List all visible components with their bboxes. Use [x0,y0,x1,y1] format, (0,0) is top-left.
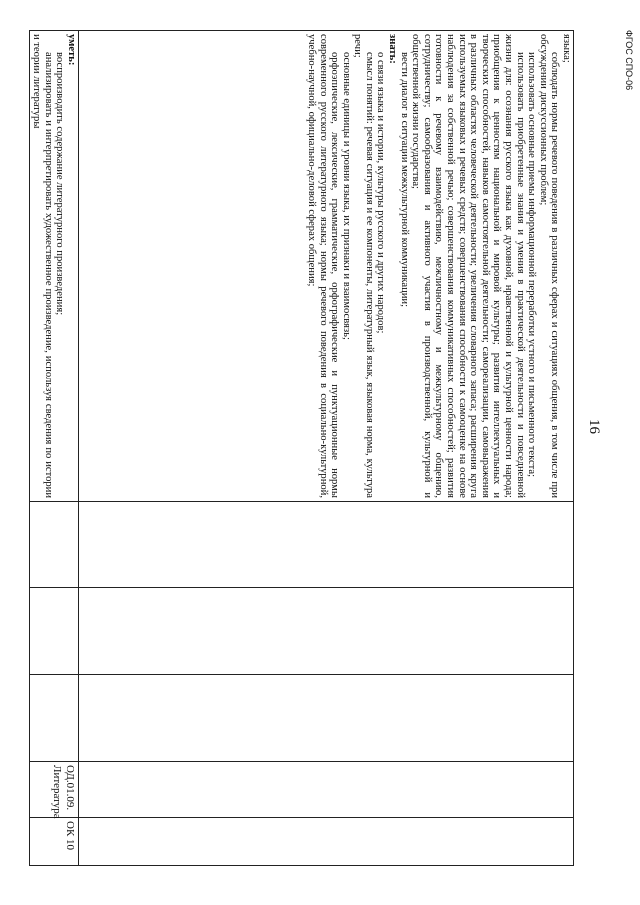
empty-cell [29,588,78,675]
requirements-cell [29,31,78,502]
requirement-paragraph: использовать основные приемы информационной переработки устного и письменного текста; [526,52,538,478]
requirements-table [29,30,574,866]
competence-cell [29,818,78,866]
requirement-paragraph: воспроизводить содержание литературного произведения; [54,52,66,316]
requirement-paragraph: уметь: [66,34,77,66]
empty-cell [29,675,78,762]
requirement-paragraph: языка; [561,34,572,63]
table-row [79,31,574,866]
requirement-paragraph: смысл понятий: речевая ситуация и ее компоненты, литературный язык, языковая норма, культура речи; [352,34,375,498]
empty-cell [79,762,574,818]
page-number: 16 [586,419,602,434]
table-row [29,31,78,866]
empty-cell [29,502,78,588]
requirement-paragraph: о связи языка и истории, культуры русского и других народов; [375,52,387,334]
competence-label: ОК 10 [64,821,76,851]
requirements-text [304,31,573,501]
empty-cell [79,502,574,588]
discipline-label: ОД.01.09. Литература [51,765,76,819]
requirement-paragraph: использовать приобретенные знания и умения в практической деятельности и повседневной жизни для: осознания русского языка как духовной, нравственной и культурной ценности народа; приобщения к ценностям национальной и мировой культуры; развития интеллектуальных и творческих способностей, навыков самостоятельной деятельности; самореализации, самовыражения в различных областях человеческой деятельности; увеличения словарного запаса; расширения круга используемых языковых и речевых средств; совершенствования способности к самооценке на основе наблюдения за собственной речью; совершенствования коммуникативных способностей; развития готовности к речевому взаимодействию, межличностному и межкультурному общению, сотрудничеству; самообразования и активного участия в производственной, культурной и общественной жизни государства; [410,34,526,498]
requirement-paragraph: вести диалог в ситуации межкультурной коммуникации; [398,52,410,308]
empty-cell [79,818,574,866]
requirement-paragraph: орфоэпические, лексические, грамматические, орфографические и пунктуационные нормы современного русского литературного языка; нормы речевого поведения в социально-культурной, учебно-научной, официально-деловой сферах общения; [305,34,341,498]
discipline-cell [29,762,78,818]
empty-cell [79,675,574,762]
requirement-paragraph: соблюдать нормы речевого поведения в различных сферах и ситуациях общения, в том числе при обсуждении дискуссионных проблем; [537,34,561,498]
requirement-paragraph: знать: [387,34,399,64]
requirements-cell [79,31,574,502]
rotated-content [31,24,634,869]
requirement-paragraph: анализировать и интерпретировать художественное произведение, используя сведения по истории и теории литературы [31,34,54,498]
requirement-paragraph: основные единицы и уровни языка, их признаки и взаимосвязь; [340,52,352,340]
footer-code: ФГОС СПО-06 [624,30,634,91]
empty-cell [79,588,574,675]
requirements-text [30,31,78,501]
